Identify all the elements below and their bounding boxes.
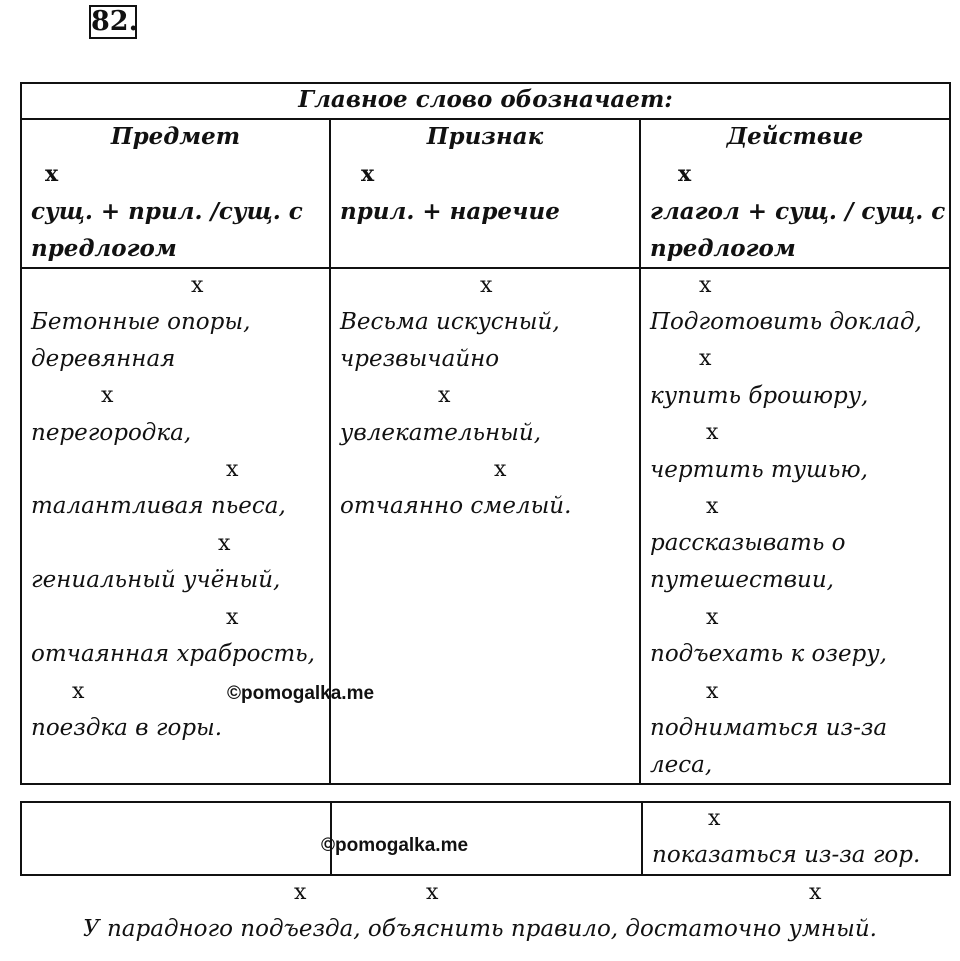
table-border-bottom <box>20 783 951 785</box>
example-line: показаться из-за гор. <box>652 842 921 868</box>
column-mark: x <box>45 161 59 187</box>
example-line: отчаянно смелый. <box>340 493 572 519</box>
word-mark: x <box>226 605 239 630</box>
word-mark: x <box>706 679 719 704</box>
example-line: талантливая пьеса, <box>31 493 286 519</box>
column-scheme: предлогом <box>31 235 177 262</box>
footer-mark: x <box>426 880 439 905</box>
footer-mark: x <box>294 880 307 905</box>
word-mark: x <box>699 273 712 298</box>
table-divider-col2 <box>639 118 641 785</box>
word-mark: x <box>480 273 493 298</box>
example-line: увлекательный, <box>340 420 542 446</box>
table-border-top <box>20 82 951 84</box>
table-title: Главное слово обозначает: <box>298 86 673 113</box>
word-mark: x <box>699 346 712 371</box>
table-border-left <box>20 82 22 785</box>
table-border-right <box>949 82 951 785</box>
example-line: путешествии, <box>650 567 834 593</box>
table-border-top <box>20 801 951 803</box>
table-divider-col2 <box>641 801 643 876</box>
example-line: деревянная <box>31 346 176 372</box>
example-line: Бетонные опоры, <box>31 309 251 335</box>
example-line: перегородка, <box>31 420 192 446</box>
table-border-right <box>949 801 951 876</box>
footer-mark: x <box>809 880 822 905</box>
word-mark: x <box>494 457 507 482</box>
word-mark: x <box>438 383 451 408</box>
exercise-number: 82. <box>91 6 138 37</box>
column-scheme: глагол + сущ. / сущ. с <box>650 198 946 225</box>
column-header-predmet: Предмет <box>110 123 241 150</box>
column-header-deystvie: Действие <box>726 123 864 150</box>
column-scheme: сущ. + прил. /сущ. с <box>31 198 303 225</box>
table-border-bottom <box>20 874 951 876</box>
example-line: леса, <box>650 752 713 778</box>
column-mark: x <box>361 161 375 187</box>
word-mark: x <box>706 494 719 519</box>
table-border-left <box>20 801 22 876</box>
example-line: подъехать к озеру, <box>650 641 887 667</box>
example-line: рассказывать о <box>650 530 846 556</box>
example-line: отчаянная храбрость, <box>31 641 315 667</box>
example-line: чертить тушью, <box>650 457 868 483</box>
column-scheme: предлогом <box>650 235 796 262</box>
example-line: поездка в горы. <box>31 715 223 741</box>
word-mark: x <box>191 273 204 298</box>
column-scheme: прил. + наречие <box>340 198 560 225</box>
watermark: ©pomogalka.me <box>321 835 469 856</box>
footer-sentence: У парадного подъезда, объяснить правило, достаточно умный. <box>83 916 877 942</box>
word-mark: x <box>706 605 719 630</box>
word-mark: x <box>101 383 114 408</box>
word-mark: x <box>218 531 231 556</box>
column-header-priznak: Признак <box>426 123 544 150</box>
example-line: чрезвычайно <box>340 346 500 372</box>
table-divider-title <box>20 118 951 120</box>
example-line: гениальный учёный, <box>31 567 281 593</box>
word-mark: x <box>706 420 719 445</box>
watermark: ©pomogalka.me <box>227 683 375 704</box>
word-mark: x <box>226 457 239 482</box>
example-line: Весьма искусный, <box>340 309 560 335</box>
word-mark: x <box>708 806 721 831</box>
table-divider-header <box>20 267 951 269</box>
example-line: Подготовить доклад, <box>650 309 922 335</box>
example-line: подниматься из-за <box>650 715 888 741</box>
column-mark: x <box>678 161 692 187</box>
word-mark: x <box>72 679 85 704</box>
example-line: купить брошюру, <box>650 383 869 409</box>
